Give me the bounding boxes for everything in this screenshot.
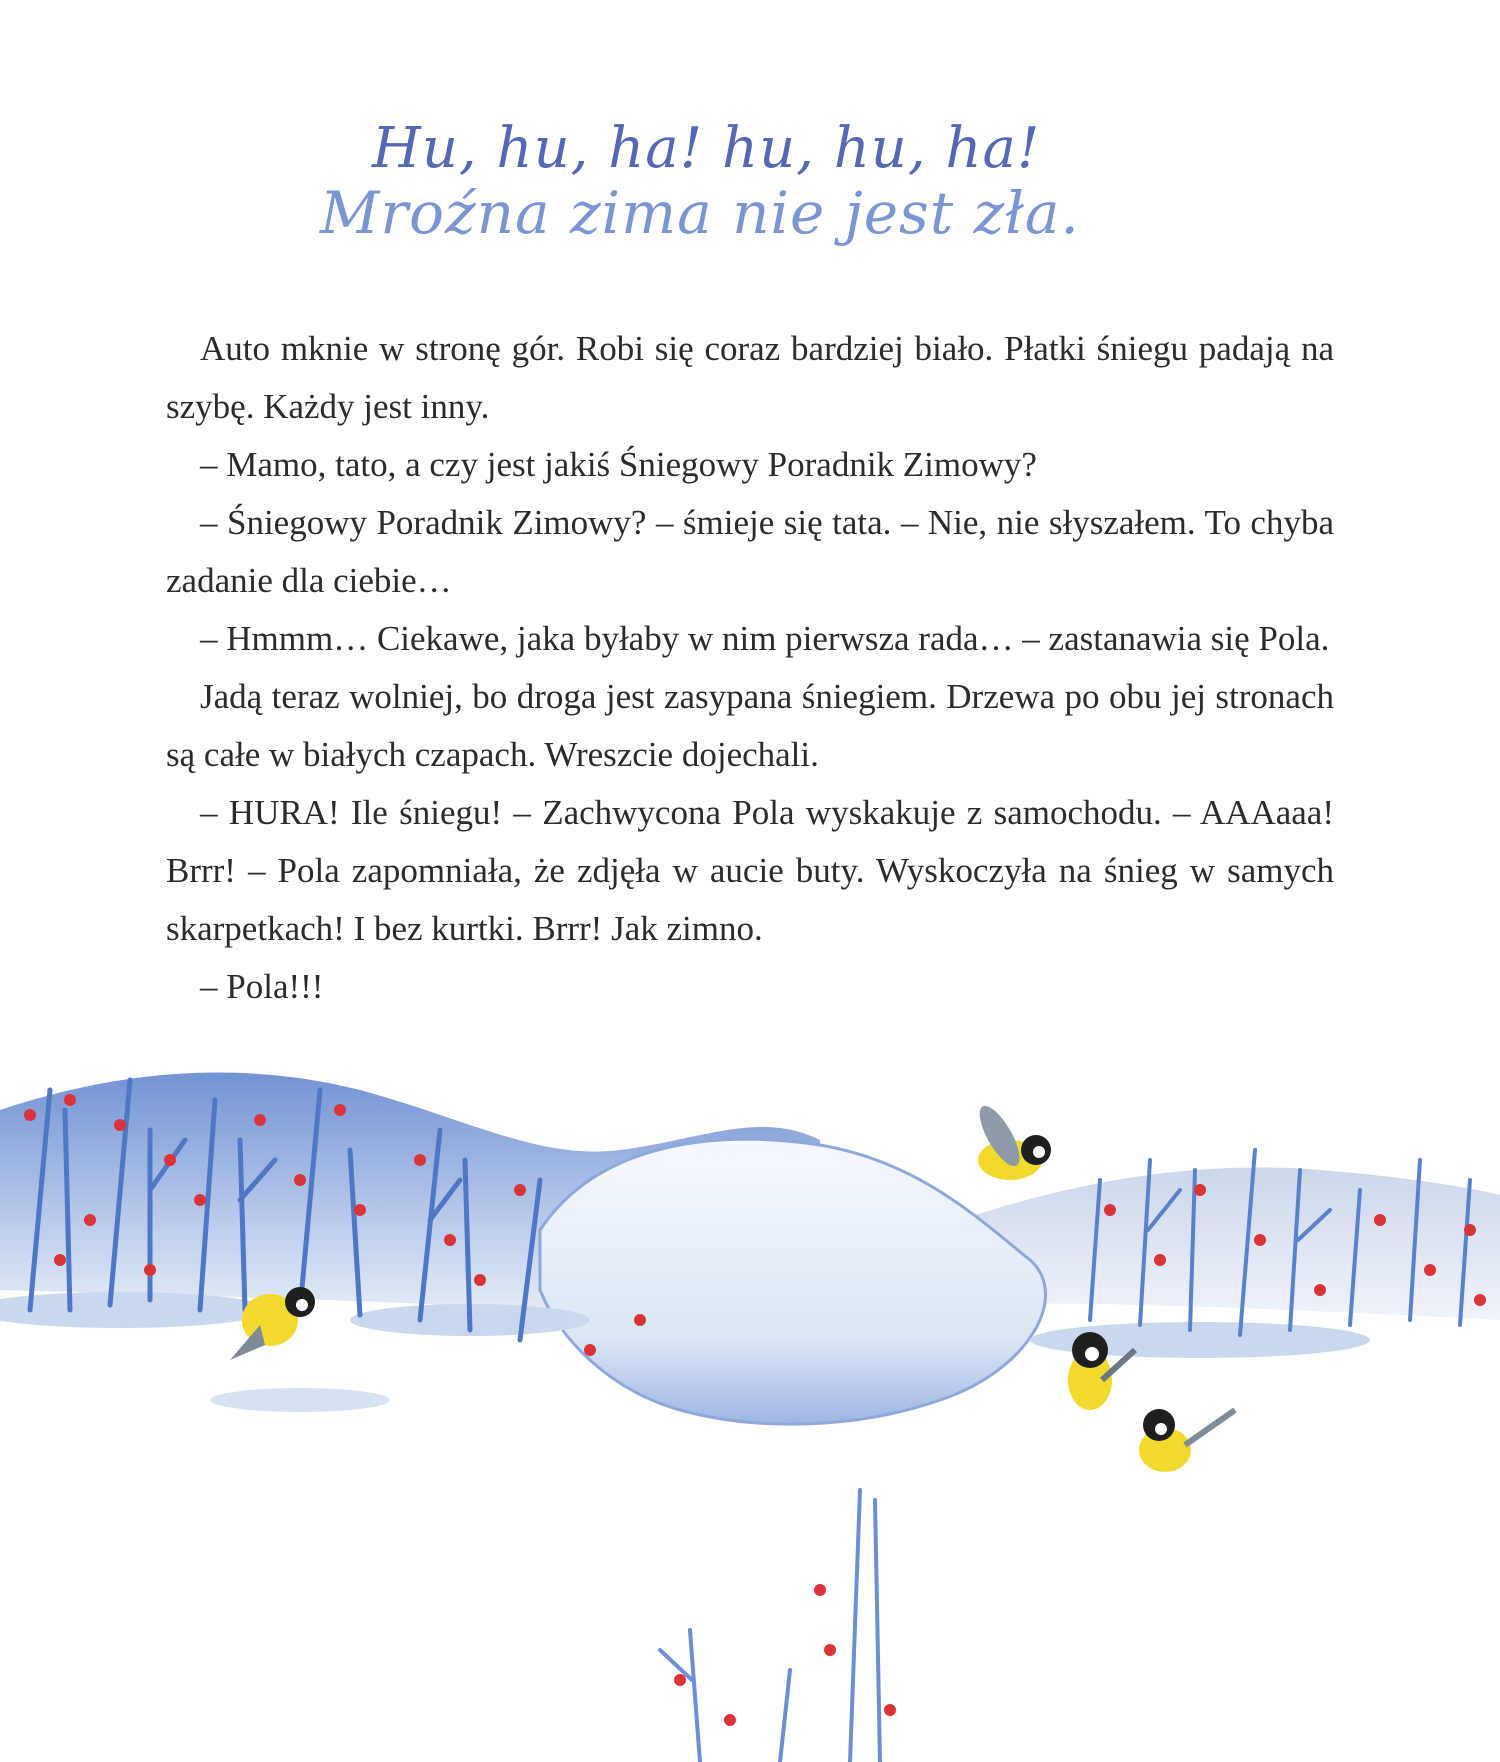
story-paragraph-7: – Pola!!! — [200, 967, 324, 1006]
story-paragraph-3: – Śniegowy Poradnik Zimowy? – śmieje się tata. – Nie, nie słyszałem. To chyba zadanie dla ciebie… — [166, 503, 1334, 600]
winter-illustration — [0, 1070, 1500, 1762]
snow-shadow — [210, 1388, 390, 1412]
story-text — [166, 320, 1334, 1016]
story-paragraph-1: Auto mknie w stronę gór. Robi się coraz bardziej biało. Płatki śniegu padają na szybę. Każdy jest inny. — [166, 329, 1334, 426]
heading-line-2: Mroźna zima nie jest zła. — [320, 178, 1080, 247]
story-paragraph-2: – Mamo, tato, a czy jest jakiś Śniegowy Poradnik Zimowy? — [200, 445, 1037, 484]
handwritten-heading — [320, 118, 1180, 246]
story-paragraph-4: – Hmmm… Ciekawe, jaka byłaby w nim pierwsza rada… – zastanawia się Pola. — [200, 619, 1330, 658]
story-paragraph-6: – HURA! Ile śniegu! – Zachwycona Pola wyskakuje z samochodu. – AAAaaa! Brrr! – Pola zapomniała, że zdjęła w aucie buty. Wyskoczyła na śnieg w samych skarpetkach! I bez kurtki. Brrr! Jak zimno. — [166, 793, 1334, 948]
story-paragraph-5: Jadą teraz wolniej, bo droga jest zasypana śniegiem. Drzewa po obu jej stronach są całe w białych czapach. Wreszcie dojechali. — [166, 677, 1334, 774]
heading-line-1: Hu, hu, ha! hu, hu, ha! — [372, 116, 1041, 181]
